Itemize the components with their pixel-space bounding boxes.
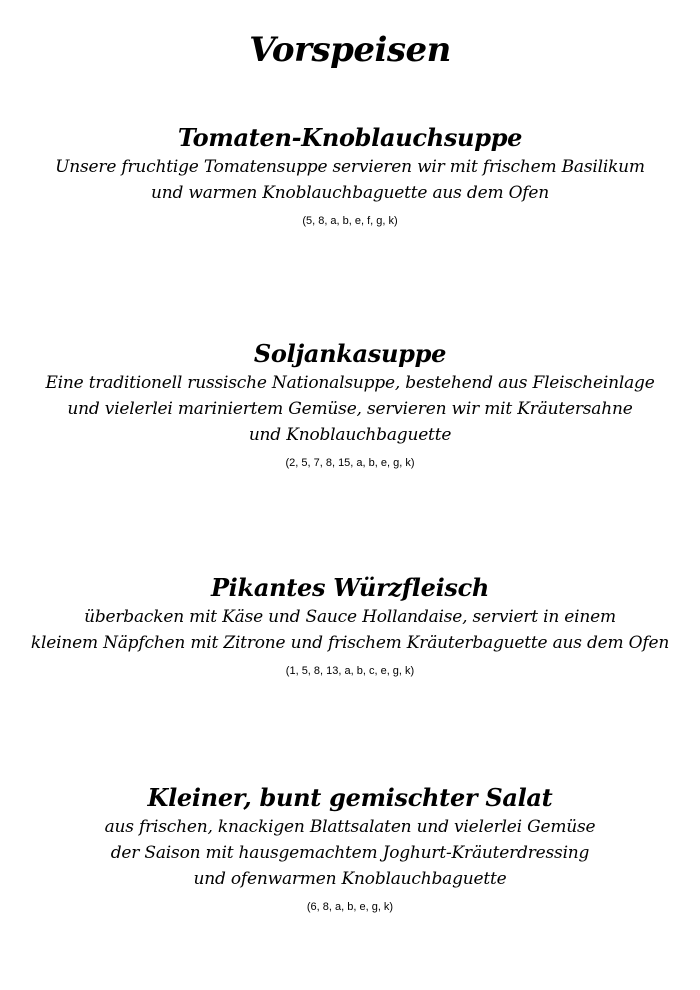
menu-item bbox=[0, 782, 700, 914]
dish-allergens: (5, 8, a, b, e, f, g, k) bbox=[302, 215, 398, 227]
menu-item bbox=[0, 572, 700, 678]
dish-description: Eine traditionell russische Nationalsuppe, bestehend aus Fleischeinlage und vielerlei mariniertem Gemüse, servieren wir mit Kräutersahne und Knoblauchbaguette bbox=[45, 373, 655, 445]
menu-item bbox=[0, 338, 700, 470]
dish-title: Kleiner, bunt gemischter Salat bbox=[147, 783, 553, 812]
dish-description: Unsere fruchtige Tomatensuppe servieren wir mit frischem Basilikum und warmen Knoblauchbaguette aus dem Ofen bbox=[55, 157, 645, 203]
dish-title: Tomaten-Knoblauchsuppe bbox=[177, 123, 523, 152]
dish-title: Soljankasuppe bbox=[253, 339, 447, 368]
dish-title: Pikantes Würzfleisch bbox=[210, 573, 490, 602]
dish-allergens: (6, 8, a, b, e, g, k) bbox=[306, 901, 394, 913]
dish-description: überbacken mit Käse und Sauce Hollandaise, serviert in einem kleinem Näpfchen mit Zitrone und frischem Kräuterbaguette aus dem Ofen bbox=[30, 607, 670, 653]
dish-description: aus frischen, knackigen Blattsalaten und vielerlei Gemüse der Saison mit hausgemachtem Joghurt-Kräuterdressing und ofenwarmen Knoblauchbaguette bbox=[104, 817, 596, 889]
menu-item bbox=[0, 122, 700, 228]
page-title: Vorspeisen bbox=[249, 30, 451, 70]
dish-allergens: (2, 5, 7, 8, 15, a, b, e, g, k) bbox=[285, 457, 415, 469]
dish-allergens: (1, 5, 8, 13, a, b, c, e, g, k) bbox=[285, 665, 415, 677]
